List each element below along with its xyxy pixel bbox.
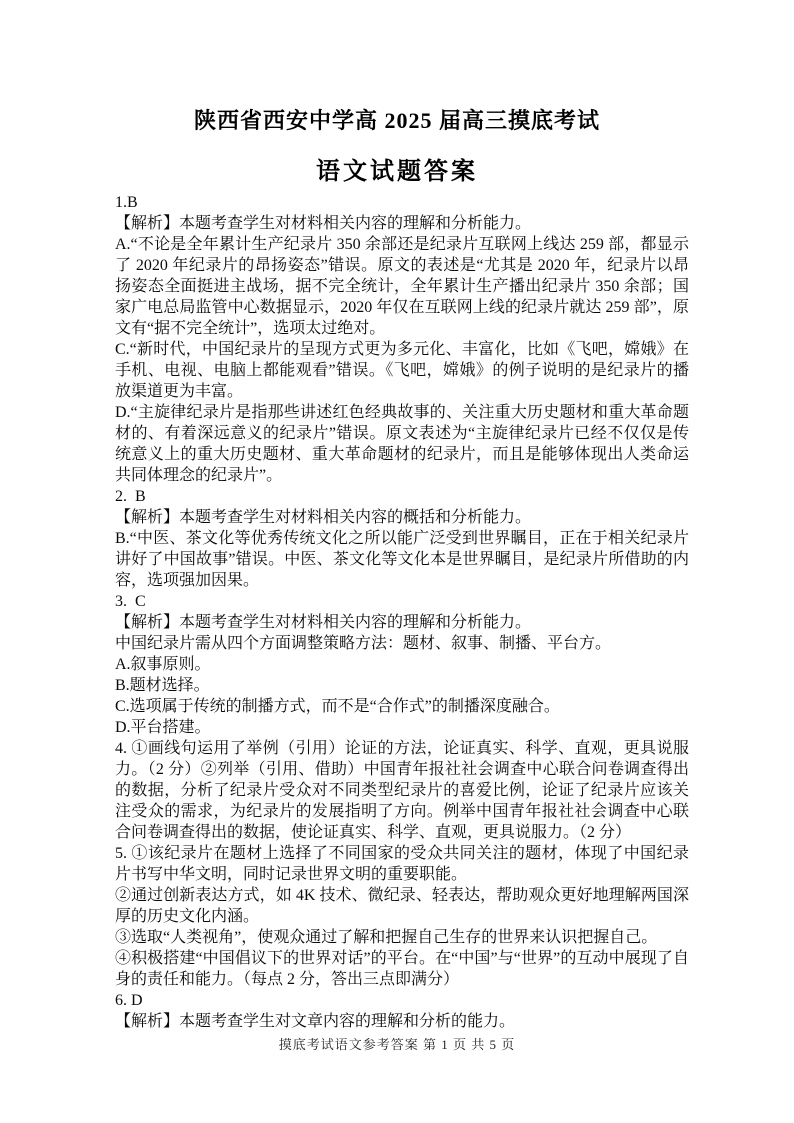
answer-5-point-2: ②通过创新表达方式，如 4K 技术、微纪录、轻表达，帮助观众更好地理解两国深厚的历史文化内涵。	[115, 887, 689, 925]
answer-1-option-a: A.“不论是全年累计生产纪录片 350 余部还是纪录片互联网上线达 259 部，都显示了 2020 年纪录片的昂扬姿态”错误。原文的表述是“尤其是 2020 年，纪录片以昂扬姿态全面挺进主战场，据不完全统计，全年累计生产播出纪录片 350 余部；国家广电总局监管中心数据显示，2020 年仅在互联网上线的纪录片就达 259 部”，原文有“据不完全统计”，选项太过绝对。	[115, 236, 689, 337]
answer-3-analysis: 【解析】本题考查学生对材料相关内容的理解和分析能力。	[115, 614, 532, 631]
answer-3-option-b: B.题材选择。	[115, 677, 210, 694]
answer-5-point-4: ④积极搭建“中国倡议下的世界对话”的平台。在“中国”与“世界”的互动中展现了自身的责任和能力。（每点 2 分，答出三点即满分）	[115, 950, 689, 988]
answer-2-option-b: B.“中医、茶文化等优秀传统文化之所以能广泛受到世界瞩目，正在于相关纪录片讲好了中国故事”错误。中医、茶文化等文化本是世界瞩目，是纪录片所借助的内容，选项强加因果。	[115, 530, 689, 589]
answer-2-label: 2. B	[115, 488, 146, 505]
answer-2-analysis: 【解析】本题考查学生对材料相关内容的概括和分析能力。	[115, 509, 532, 526]
answer-3-summary: 中国纪录片需从四个方面调整策略方法：题材、叙事、制播、平台方。	[115, 635, 612, 652]
page-title: 陕西省西安中学高 2025 届高三摸底考试	[193, 108, 600, 133]
answer-5-point-1: 5. ①该纪录片在题材上选择了不同国家的受众共同关注的题材，体现了中国纪录片书写中华文明，同时记录世界文明的重要职能。	[115, 845, 689, 883]
page-footer: 摸底考试语文参考答案 第 1 页 共 5 页	[278, 1037, 516, 1052]
answer-3-option-d: D.平台搭建。	[115, 719, 211, 736]
answer-5-point-3: ③选取“人类视角”，使观众通过了解和把握自己生存的世界来认识把握自己。	[115, 929, 658, 946]
answer-3-label: 3. C	[115, 593, 146, 610]
answer-4-body: 4. ①画线句运用了举例（引用）论证的方法，论证真实、科学、直观，更具说服力。（2 分）②列举（引用、借助）中国青年报社社会调查中心联合问卷调查得出的数据，分析了纪录片受众对不同类型纪录片的喜爱比例，论证了纪录片应该关注受众的需求，为纪录片的发展指明了方向。例举中国青年报社社会调查中心联合问卷调查得出的数据，使论证真实、科学、直观，更具说服力。（2 分）	[115, 740, 689, 841]
answer-3-option-c: C.选项属于传统的制播方式，而不是“合作式”的制播深度融合。	[115, 698, 560, 715]
answer-6-label: 6. D	[115, 992, 143, 1009]
answers-body	[115, 192, 689, 1032]
answer-6-analysis: 【解析】本题考查学生对文章内容的理解和分析的能力。	[115, 1013, 516, 1030]
answer-1-label: 1.B	[115, 194, 138, 211]
answer-1-option-d: D.“主旋律纪录片是指那些讲述红色经典故事的、关注重大历史题材和重大革命题材的、有着深远意义的纪录片”错误。原文表述为“主旋律纪录片已经不仅仅是传统意义上的重大历史题材、重大革命题材的纪录片，而且是能够体现出人类命运共同体理念的纪录片”。	[115, 404, 689, 484]
answer-1-option-c: C.“新时代，中国纪录片的呈现方式更为多元化、丰富化，比如《飞吧，嫦娥》在手机、电视、电脑上都能观看”错误。《飞吧，嫦娥》的例子说明的是纪录片的播放渠道更为丰富。	[115, 341, 689, 400]
answer-1-analysis: 【解析】本题考查学生对材料相关内容的理解和分析能力。	[115, 215, 532, 232]
page-subtitle: 语文试题答案	[316, 159, 478, 185]
answer-3-option-a: A.叙事原则。	[115, 656, 211, 673]
